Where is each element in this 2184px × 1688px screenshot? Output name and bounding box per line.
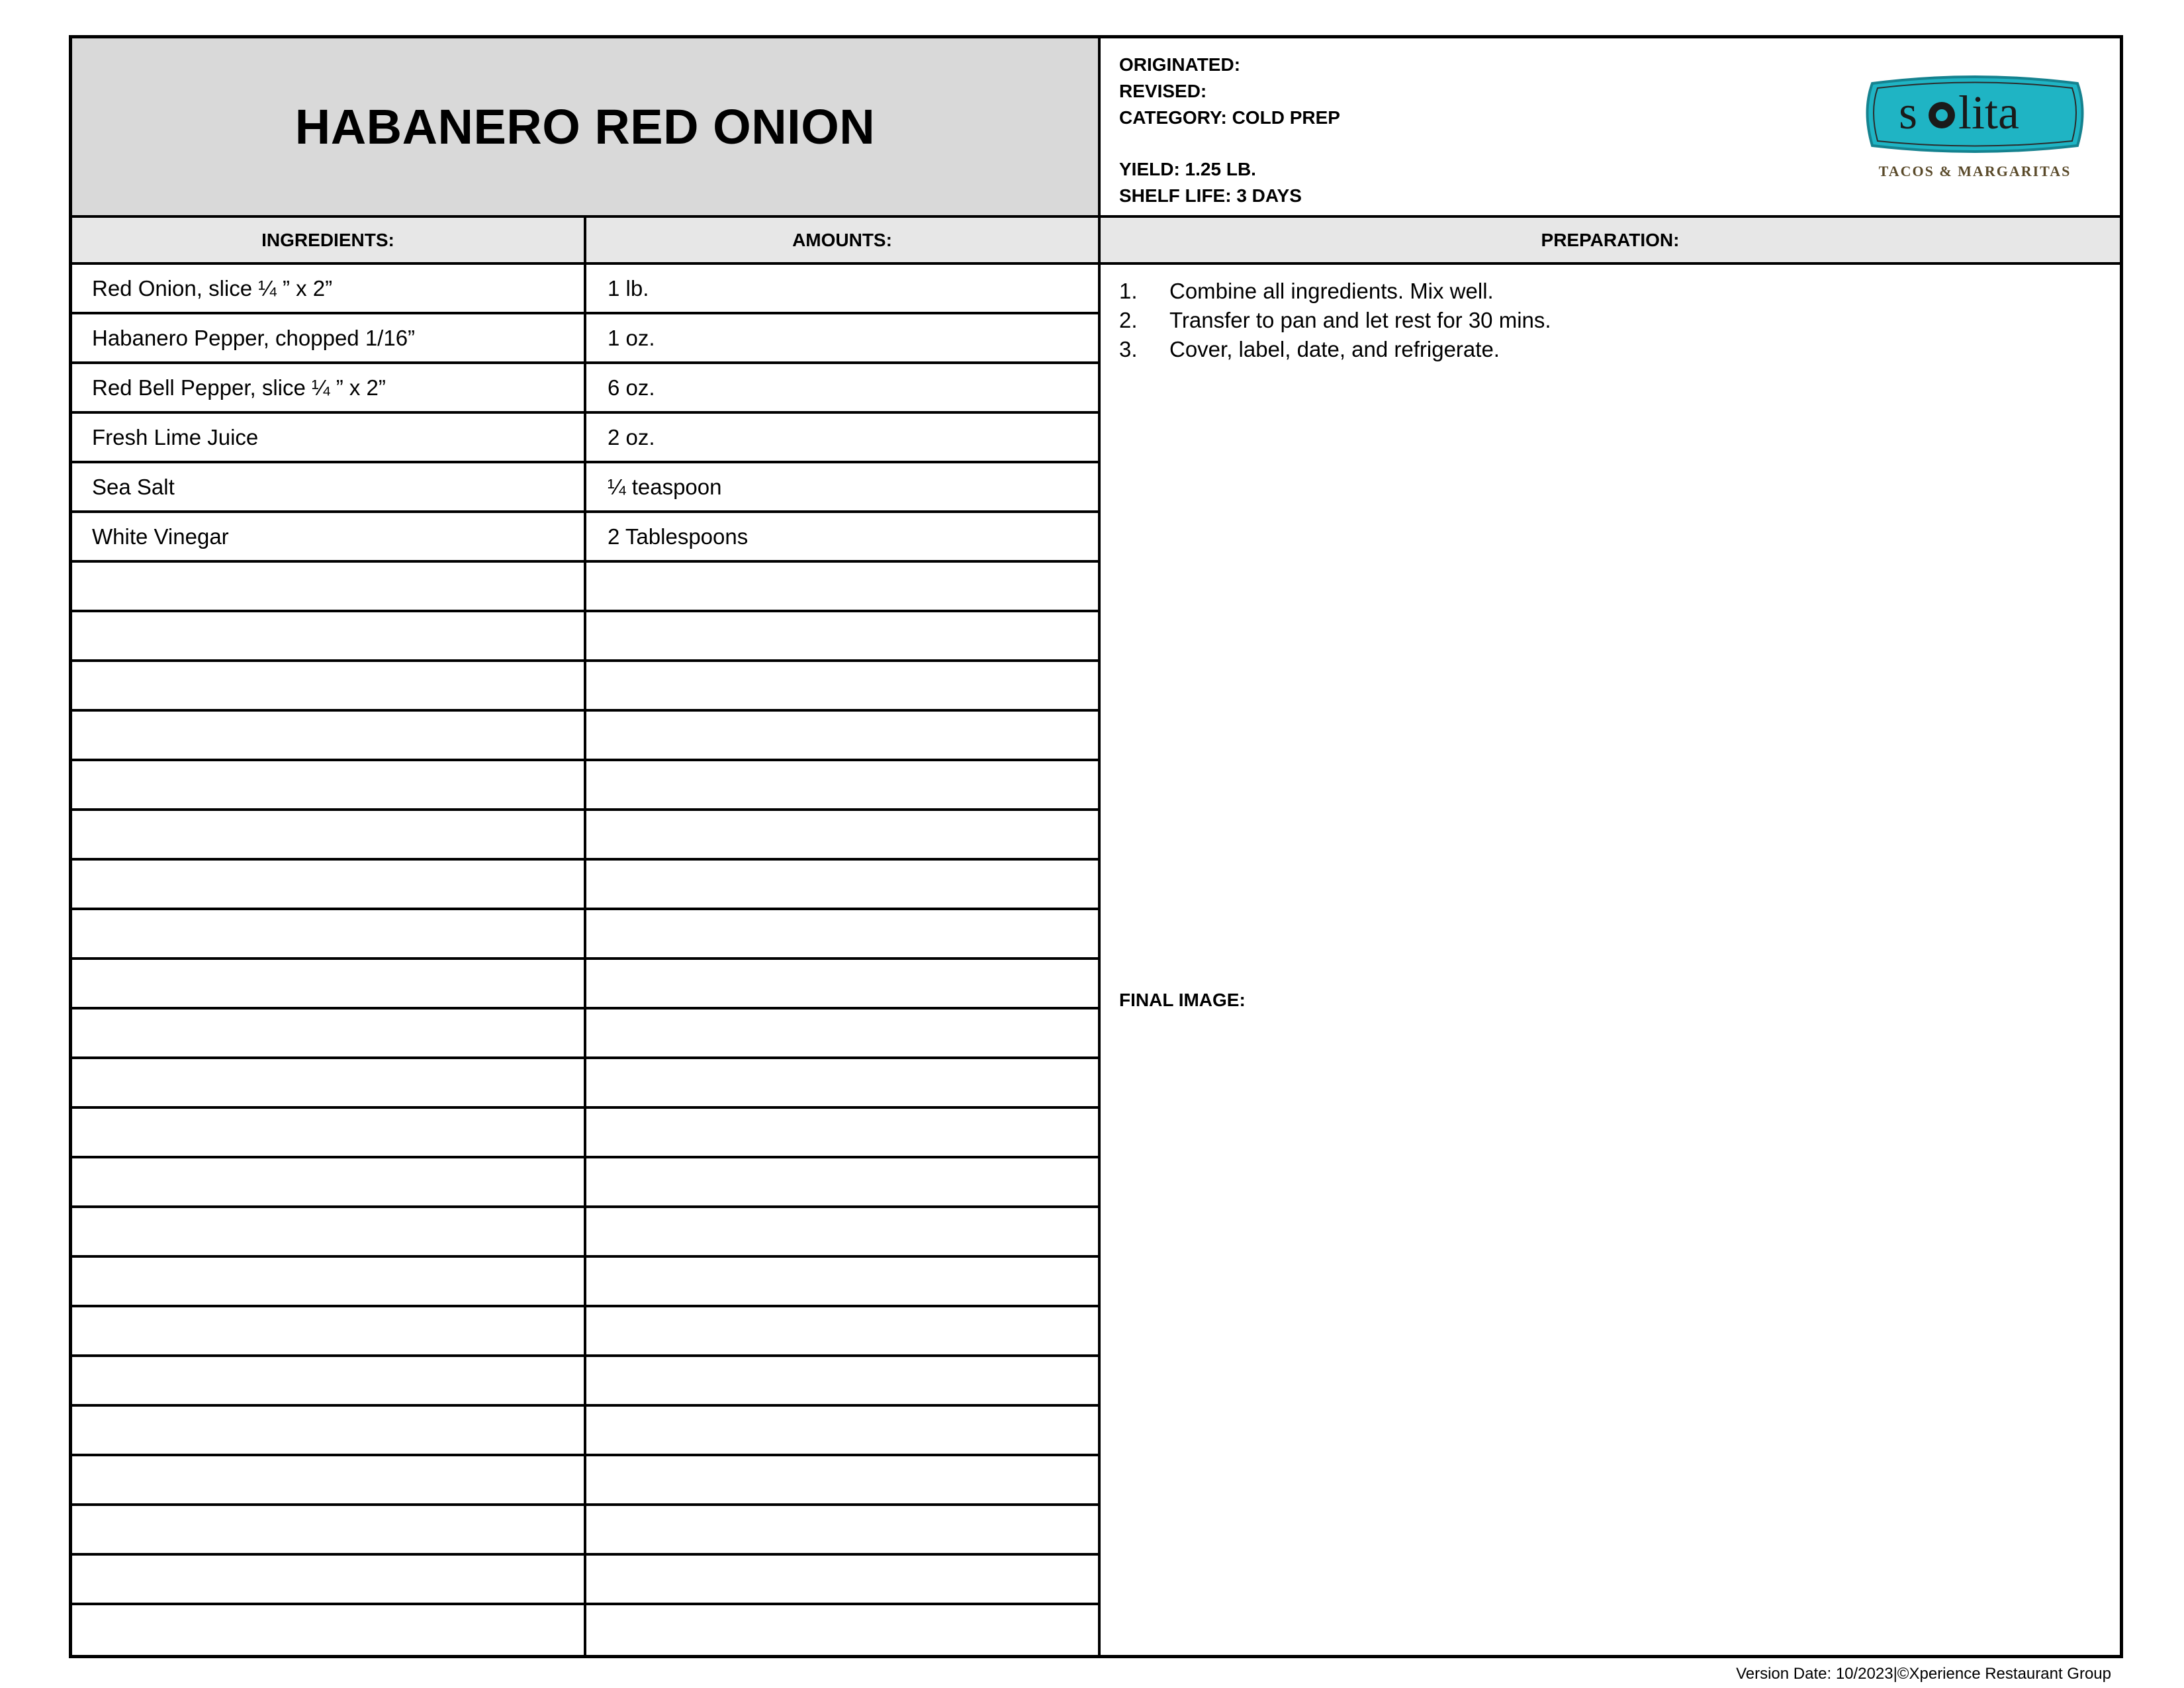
amount-cell xyxy=(586,1506,1101,1553)
step-text: Cover, label, date, and refrigerate. xyxy=(1169,337,1500,361)
ingredient-cell xyxy=(72,1556,586,1603)
title-cell xyxy=(72,38,1101,218)
table-row xyxy=(72,1009,1101,1059)
amount-cell: 6 oz. xyxy=(586,364,1101,411)
ingredient-cell xyxy=(72,1407,586,1454)
ingredient-cell xyxy=(72,1258,586,1305)
amount-cell xyxy=(586,761,1101,808)
ingredient-cell xyxy=(72,1009,586,1056)
revised-field: REVISED: xyxy=(1119,81,1207,101)
table-row xyxy=(72,364,1101,414)
table-row xyxy=(72,612,1101,662)
amount-cell xyxy=(586,1357,1101,1404)
table-row xyxy=(72,861,1101,910)
svg-text:s: s xyxy=(1899,86,1918,139)
table-row xyxy=(72,1258,1101,1307)
ingredient-cell xyxy=(72,910,586,957)
yield-field: YIELD: 1.25 LB. xyxy=(1119,159,1256,179)
amount-cell xyxy=(586,712,1101,759)
amount-cell xyxy=(586,1407,1101,1454)
ingredient-cell xyxy=(72,1307,586,1354)
preparation-steps xyxy=(1119,277,1551,364)
ingredient-cell xyxy=(72,861,586,908)
table-row xyxy=(72,1506,1101,1556)
amount-cell: 1 lb. xyxy=(586,265,1101,312)
ingredient-cell: Sea Salt xyxy=(72,463,586,510)
svg-text:lita: lita xyxy=(1958,86,2019,139)
table-row xyxy=(72,1158,1101,1208)
table-row xyxy=(72,563,1101,612)
amount-cell xyxy=(586,960,1101,1007)
preparation-step xyxy=(1119,335,1551,364)
amount-cell xyxy=(586,910,1101,957)
recipe-card xyxy=(69,35,2123,1658)
ingredient-cell xyxy=(72,1456,586,1503)
meta-cell xyxy=(1101,38,2120,218)
ingredient-cell xyxy=(72,1109,586,1156)
table-row xyxy=(72,1307,1101,1357)
ingredient-cell: White Vinegar xyxy=(72,513,586,560)
table-row xyxy=(72,1407,1101,1456)
ingredients-header: INGREDIENTS: xyxy=(72,218,586,265)
originated-field: ORIGINATED: xyxy=(1119,54,1241,75)
step-text: Combine all ingredients. Mix well. xyxy=(1169,279,1494,303)
footer-version: Version Date: 10/2023|©Xperience Restaurant Group xyxy=(1736,1665,2111,1683)
ingredient-cell xyxy=(72,612,586,659)
amount-cell: ¼ teaspoon xyxy=(586,463,1101,510)
ingredient-cell: Red Bell Pepper, slice ¼ ” x 2” xyxy=(72,364,586,411)
amounts-header: AMOUNTS: xyxy=(586,218,1101,265)
amount-cell xyxy=(586,1208,1101,1255)
table-row xyxy=(72,1605,1101,1655)
amount-cell: 2 Tablespoons xyxy=(586,513,1101,560)
amount-cell xyxy=(586,861,1101,908)
category-field: CATEGORY: COLD PREP xyxy=(1119,107,1340,128)
table-row xyxy=(72,513,1101,563)
ingredient-cell xyxy=(72,563,586,610)
step-text: Transfer to pan and let rest for 30 mins. xyxy=(1169,308,1551,332)
amount-cell: 1 oz. xyxy=(586,314,1101,361)
table-row xyxy=(72,761,1101,811)
meta-info xyxy=(1119,52,1340,209)
amount-cell xyxy=(586,662,1101,709)
shelf-life-field: SHELF LIFE: 3 DAYS xyxy=(1119,185,1302,206)
ingredient-cell xyxy=(72,1605,586,1655)
solita-logo xyxy=(1859,71,2091,184)
amount-cell xyxy=(586,1556,1101,1603)
ingredient-cell: Fresh Lime Juice xyxy=(72,414,586,461)
ingredient-cell xyxy=(72,811,586,858)
ingredient-cell xyxy=(72,960,586,1007)
amount-cell xyxy=(586,1109,1101,1156)
ingredient-cell xyxy=(72,1357,586,1404)
amount-cell xyxy=(586,1158,1101,1205)
amount-cell: 2 oz. xyxy=(586,414,1101,461)
table-row xyxy=(72,1208,1101,1258)
amount-cell xyxy=(586,1009,1101,1056)
table-row xyxy=(72,463,1101,513)
amount-cell xyxy=(586,1456,1101,1503)
ingredient-cell xyxy=(72,1158,586,1205)
recipe-title: HABANERO RED ONION xyxy=(295,99,876,154)
step-number: 2. xyxy=(1119,308,1138,332)
amount-cell xyxy=(586,1307,1101,1354)
final-image-label: FINAL IMAGE: xyxy=(1119,990,1246,1010)
table-row xyxy=(72,314,1101,364)
table-row xyxy=(72,265,1101,314)
ingredients-table xyxy=(72,265,1101,1655)
ingredient-cell xyxy=(72,1059,586,1106)
table-row xyxy=(72,712,1101,761)
amount-cell xyxy=(586,563,1101,610)
preparation-step xyxy=(1119,277,1551,306)
table-row xyxy=(72,811,1101,861)
sun-icon xyxy=(1929,102,1955,128)
table-row xyxy=(72,910,1101,960)
table-row xyxy=(72,662,1101,712)
table-row xyxy=(72,1059,1101,1109)
amount-cell xyxy=(586,811,1101,858)
logo-tagline: TACOS & MARGARITAS xyxy=(1878,163,2071,179)
amount-cell xyxy=(586,1059,1101,1106)
table-row xyxy=(72,1357,1101,1407)
preparation-section xyxy=(1101,265,2120,1655)
table-row xyxy=(72,414,1101,463)
preparation-header: PREPARATION: xyxy=(1101,218,2120,265)
ingredient-cell: Red Onion, slice ¼ ” x 2” xyxy=(72,265,586,312)
step-number: 1. xyxy=(1119,279,1138,303)
table-row xyxy=(72,1109,1101,1158)
ingredient-cell xyxy=(72,1208,586,1255)
amount-cell xyxy=(586,1258,1101,1305)
amount-cell xyxy=(586,612,1101,659)
ingredient-cell xyxy=(72,1506,586,1553)
amount-cell xyxy=(586,1605,1101,1655)
table-row xyxy=(72,960,1101,1009)
table-row xyxy=(72,1456,1101,1506)
step-number: 3. xyxy=(1119,337,1138,361)
preparation-step xyxy=(1119,306,1551,335)
table-row xyxy=(72,1556,1101,1605)
ingredient-cell xyxy=(72,662,586,709)
ingredient-cell xyxy=(72,712,586,759)
ingredient-cell: Habanero Pepper, chopped 1/16” xyxy=(72,314,586,361)
ingredient-cell xyxy=(72,761,586,808)
